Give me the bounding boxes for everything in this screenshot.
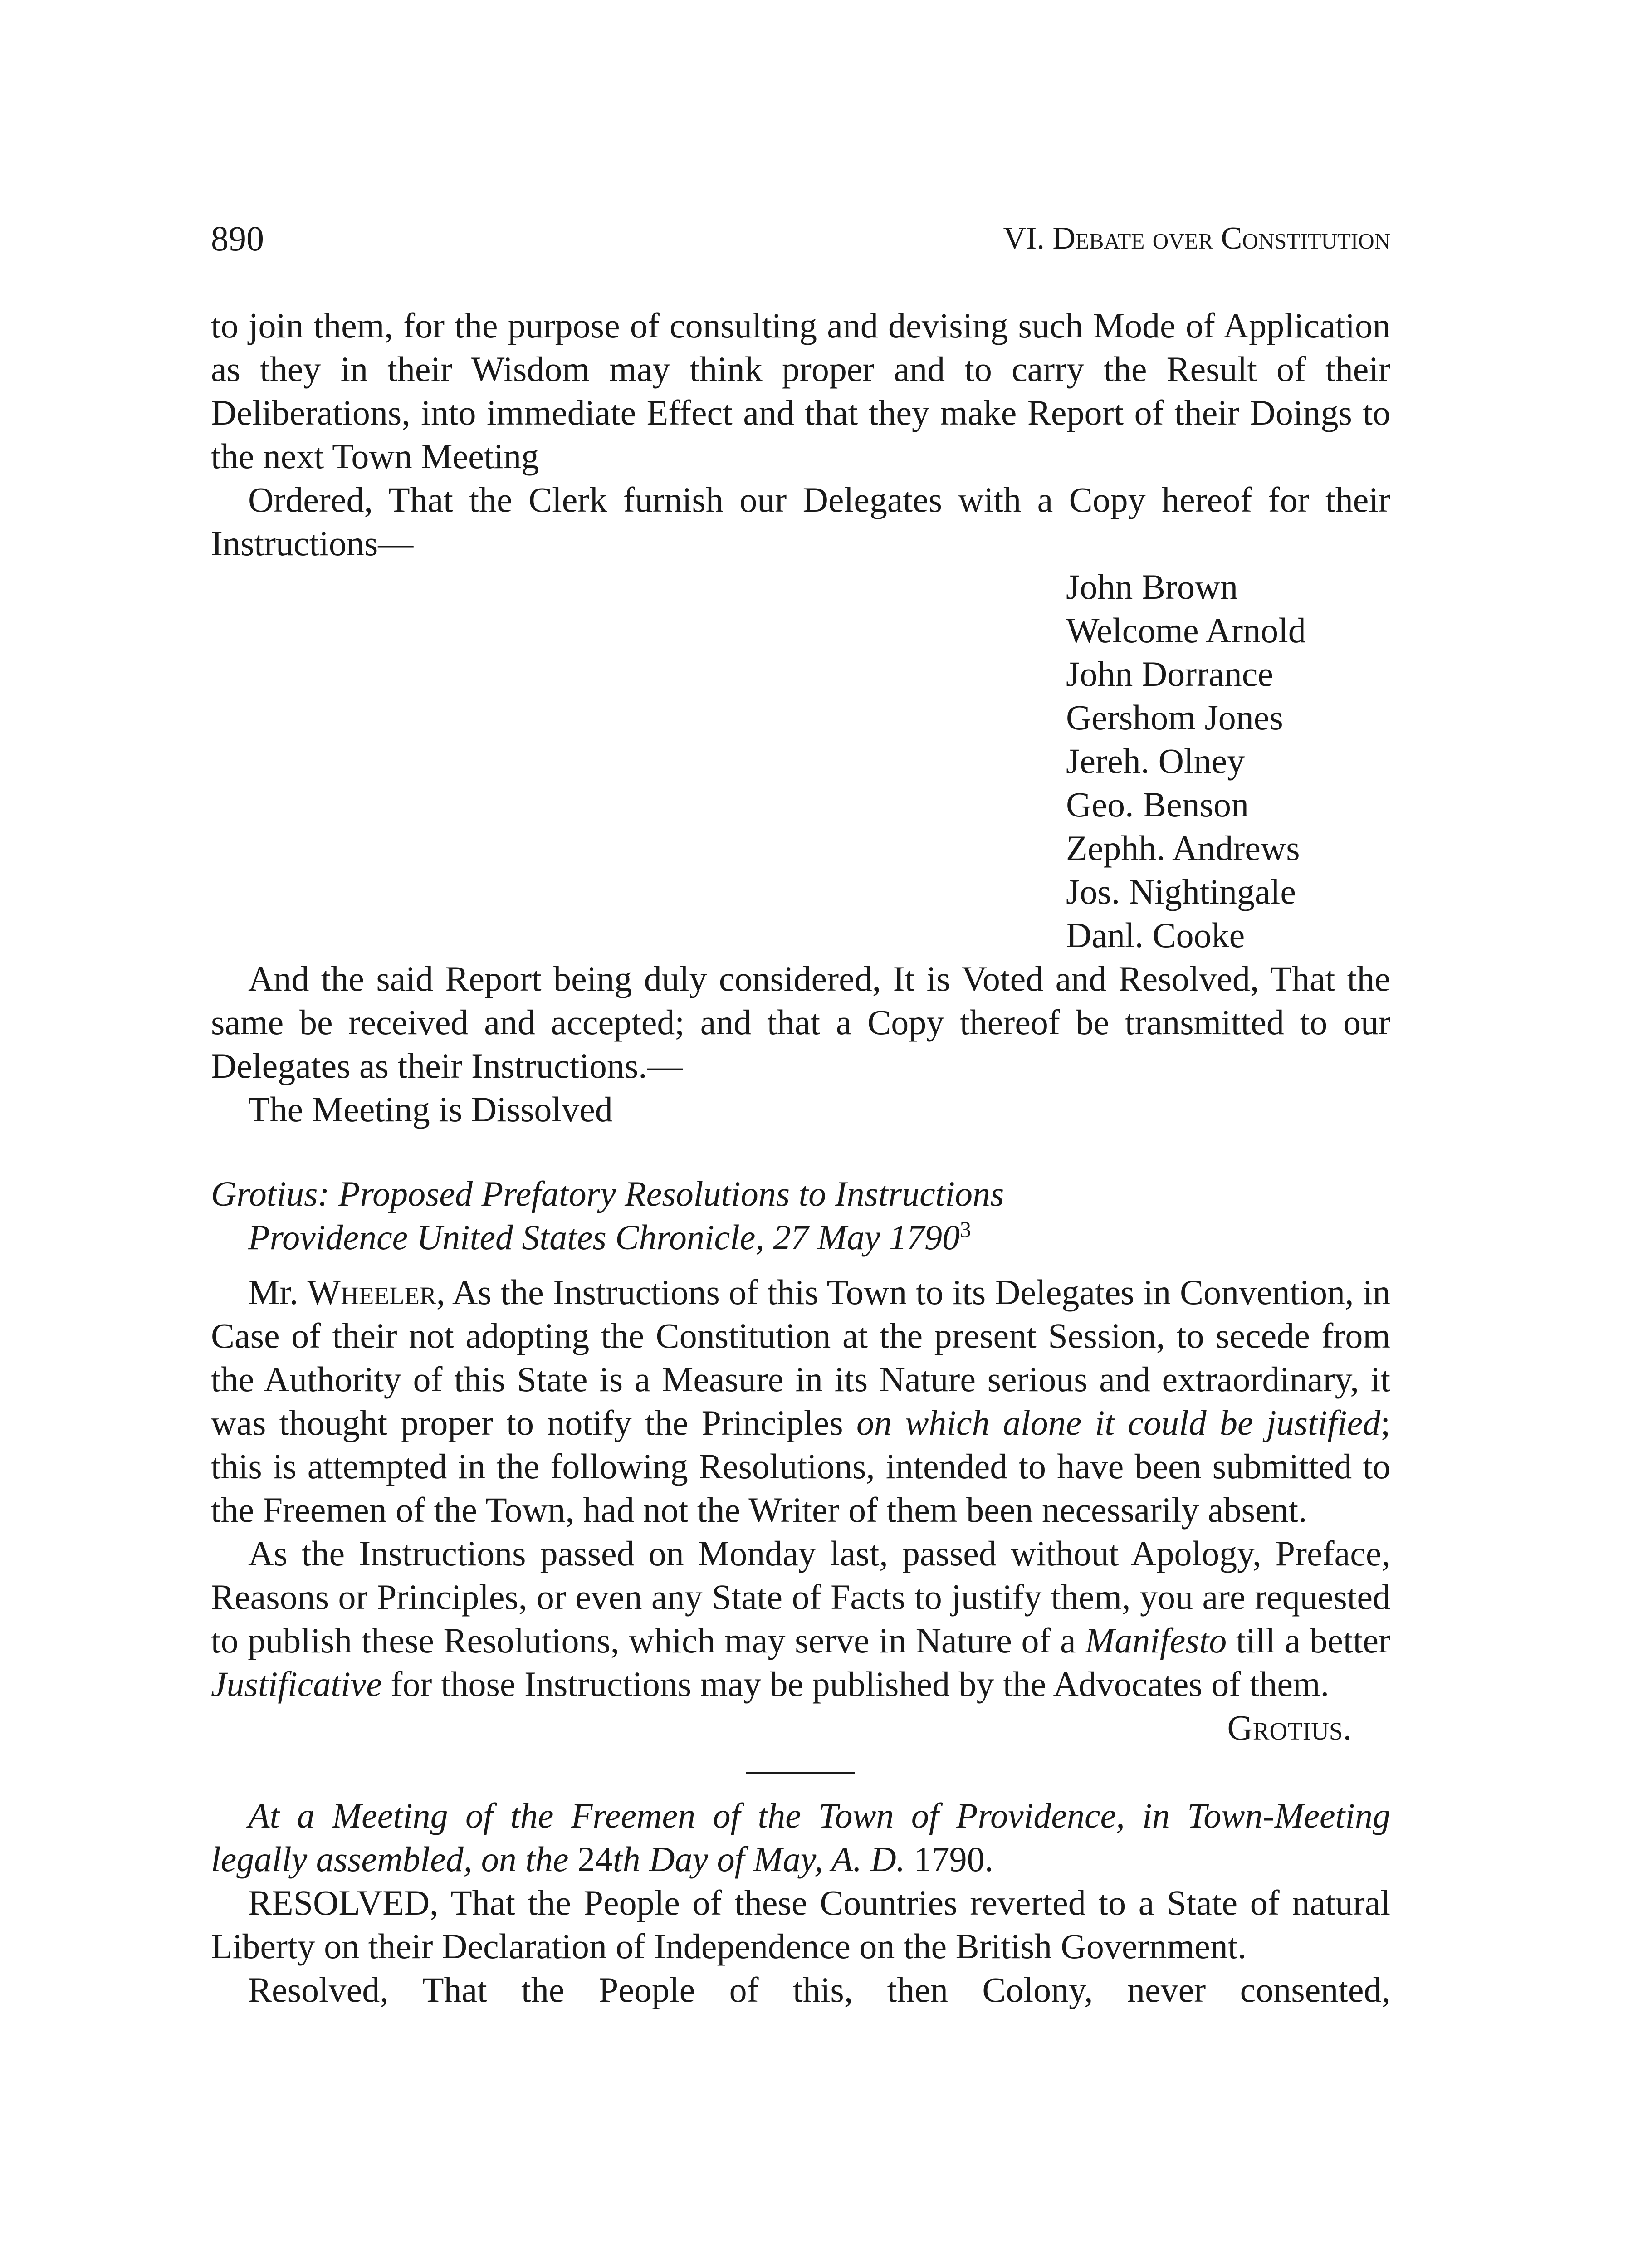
letter-text: , As the Instructions of this Town to its Delegates in Convention, in Case of their not adopting the Constitution at the present Session, to secede from the Authority of this State is a Measure in its Nature serious and extraordinary, it was thought proper to notify the Principles xyxy=(211,1272,1390,1442)
page-body xyxy=(211,304,1390,2012)
signer-name: Welcome Arnold xyxy=(1066,611,1306,650)
resolution-2: Resolved, That the People of this, then Colony, never consented, xyxy=(248,1970,1390,2009)
preamble-text: . xyxy=(984,1839,994,1879)
signer-list xyxy=(1066,565,1390,957)
document-heading xyxy=(211,1172,1390,1259)
preamble-text: th Day of May, A. D. xyxy=(613,1839,914,1879)
document-title: Grotius: Proposed Prefatory Resolutions to Instructions xyxy=(211,1174,1004,1213)
letter-text: till a better xyxy=(1227,1621,1390,1660)
signer-name: Danl. Cooke xyxy=(1066,915,1245,955)
resolution-1: RESOLVED, That the People of these Countries reverted to a State of natural Liberty on their Declaration of Independence on the British Government. xyxy=(211,1883,1390,1966)
signer-name: Zephh. Andrews xyxy=(1066,828,1300,868)
signer-name: John Brown xyxy=(1066,567,1238,606)
footnote-marker: 3 xyxy=(960,1217,972,1242)
preamble-day: 24 xyxy=(577,1839,613,1879)
signer-name: Gershom Jones xyxy=(1066,698,1283,737)
signer-name: Geo. Benson xyxy=(1066,785,1249,824)
letter-text: for those Instructions may be published by the Advocates of them. xyxy=(381,1664,1330,1704)
report-paragraph-resolved: And the said Report being duly considered, It is Voted and Resolved, That the same be received and accepted; and that a Copy thereof be transmitted to our Delegates as their Instructions.— xyxy=(211,959,1390,1085)
signer-name: Jos. Nightingale xyxy=(1066,872,1296,911)
addressee-prefix: Mr. xyxy=(248,1272,298,1312)
letter-paragraph-1 xyxy=(211,1271,1390,1532)
letter-text: As the Instructions passed on Monday last, passed without Apology, Preface, Reasons or Principles, or even any State of Facts to justify them, you are requested to publish these Resolutions, which may serve in Nature of a xyxy=(211,1534,1390,1660)
signer-name: John Dorrance xyxy=(1066,654,1273,694)
resolutions-preamble xyxy=(211,1794,1390,1881)
letter-emphasis: on which alone it could be justified xyxy=(856,1403,1381,1442)
report-paragraph-dissolved: The Meeting is Dissolved xyxy=(248,1090,613,1129)
running-head: VI. Debate over Constitution xyxy=(1003,221,1390,256)
document-source xyxy=(211,1216,1390,1259)
letter-paragraph-2 xyxy=(211,1532,1390,1706)
section-divider xyxy=(746,1772,855,1774)
page-number: 890 xyxy=(211,219,264,258)
preamble-year: 1790 xyxy=(914,1839,985,1879)
page-header xyxy=(211,217,1390,260)
preamble-text: At a Meeting of the Freemen of the Town of Providence, in Town-Meeting legally assembled, on the xyxy=(211,1796,1390,1879)
letter-signature: Grotius. xyxy=(1227,1708,1352,1747)
source-text: Providence United States Chronicle, 27 May 1790 xyxy=(248,1217,960,1257)
signer-name: Jereh. Olney xyxy=(1066,741,1245,781)
report-paragraph-ordered: Ordered, That the Clerk furnish our Delegates with a Copy hereof for their Instructions— xyxy=(211,480,1390,563)
letter-emphasis: Justificative xyxy=(211,1664,382,1704)
letter-text: ; this is attempted in the following Resolutions, intended to have been submitted to the Freemen of the Town, had not the Writer of them been necessarily absent. xyxy=(211,1403,1390,1530)
report-paragraph-continued: to join them, for the purpose of consulting and devising such Mode of Application as they in their Wisdom may think proper and to carry the Result of their Deliberations, into immediate Effect and that they make Report of their Doings to the next Town Meeting xyxy=(211,306,1390,476)
addressee-name: Wheeler xyxy=(307,1272,436,1312)
document-page xyxy=(211,0,1390,2268)
letter-emphasis: Manifesto xyxy=(1085,1621,1227,1660)
